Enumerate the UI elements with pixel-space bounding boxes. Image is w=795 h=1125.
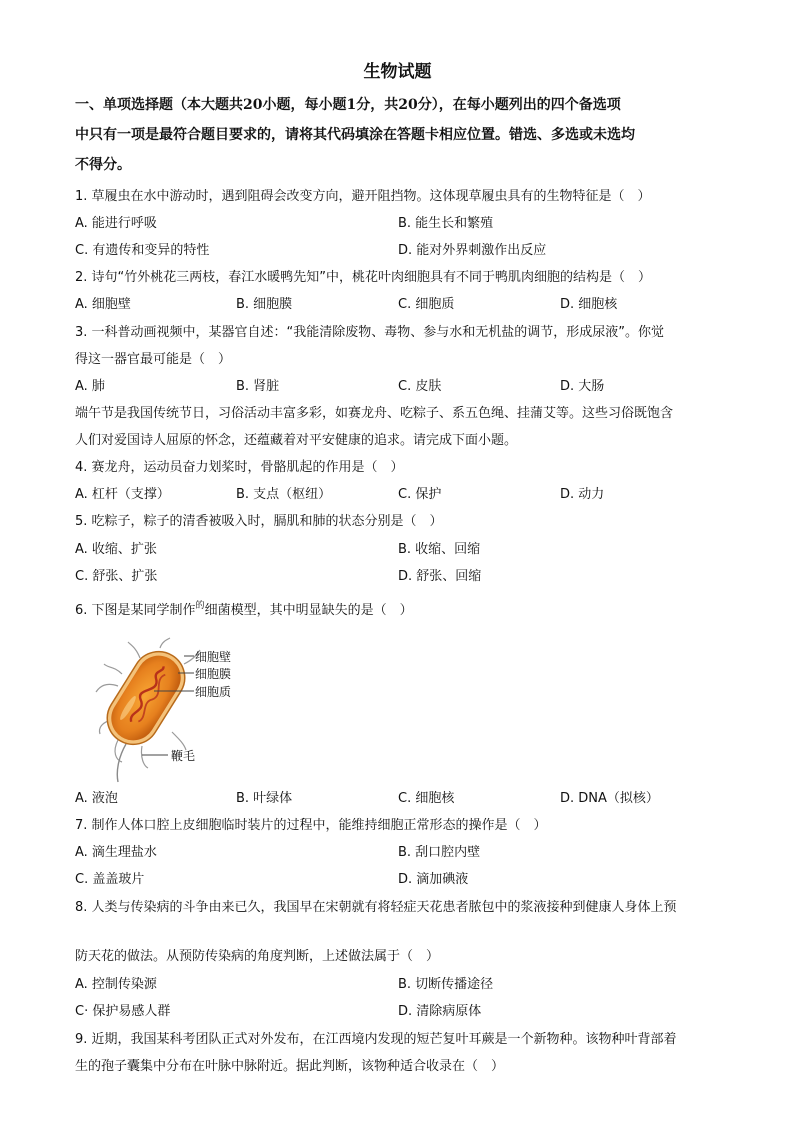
q4-option-d: D. 动力: [560, 487, 605, 502]
q1-option-b: B. 能生长和繁殖: [398, 216, 494, 231]
label-cytoplasm: 细胞质: [195, 685, 232, 699]
q5-option-a: A. 收缩、扩张: [75, 542, 157, 557]
q2-option-a: A. 细胞壁: [75, 297, 131, 312]
q2-option-b: B. 细胞膜: [236, 297, 293, 312]
label-flagellum: 鞭毛: [171, 749, 196, 763]
q6-option-d: D. DNA（拟核）: [560, 791, 659, 806]
label-cell-wall: 细胞壁: [195, 650, 232, 664]
q4-option-c: C. 保护: [398, 487, 442, 502]
q1-option-c: C. 有遗传和变异的特性: [75, 243, 210, 258]
section-heading-line-2: 中只有一项是最符合题目要求的，请将其代码填涂在答题卡相应位置。错选、多选或未选均: [75, 127, 635, 143]
q9-stem-line-1: 9. 近期，我国某科考团队正式对外发布，在江西境内发现的短芒复叶耳蕨是一个新物种。该物种叶背部着: [75, 1032, 677, 1047]
q6-stem: [75, 601, 413, 622]
q3-stem-line-2: 得这一器官最可能是（ ）: [75, 352, 232, 367]
q1-stem: 1. 草履虫在水中游动时，遇到阻碍会改变方向，避开阻挡物。这体现草履虫具有的生物特征是（ ）: [75, 189, 651, 204]
section-heading: [75, 90, 725, 180]
q8-option-b: B. 切断传播途径: [398, 977, 494, 992]
q5-option-d: D. 舒张、回缩: [398, 569, 482, 584]
q7-stem: 7. 制作人体口腔上皮细胞临时装片的过程中，能维持细胞正常形态的操作是（ ）: [75, 818, 547, 833]
q7-option-b: B. 刮口腔内壁: [398, 845, 481, 860]
q5-option-b: B. 收缩、回缩: [398, 542, 481, 557]
q3-stem-line-1: 3. 一科普动画视频中，某器官自述：“我能清除废物、毒物、参与水和无机盐的调节，形成尿液”。你觉: [75, 325, 665, 340]
q3-option-b: B. 肾脏: [236, 379, 280, 394]
q8-stem-line-1: 8. 人类与传染病的斗争由来已久，我国早在宋朝就有将轻症天花患者脓包中的浆液接种到健康人身体上预: [75, 900, 677, 915]
q4-stem: 4. 赛龙舟，运动员奋力划桨时，骨骼肌起的作用是（ ）: [75, 460, 404, 475]
q7-option-d: D. 滴加碘液: [398, 872, 469, 887]
q2-option-d: D. 细胞核: [560, 297, 618, 312]
q8-option-c: C· 保护易感人群: [75, 1004, 171, 1019]
label-cell-membrane: 细胞膜: [195, 667, 232, 681]
q6-stem-post: 细菌模型，其中明显缺失的是（ ）: [204, 603, 413, 618]
q2-stem: 2. 诗句“竹外桃花三两枝，春江水暖鸭先知”中，桃花叶肉细胞具有不同于鸭肌肉细胞的结构是（ ）: [75, 270, 652, 285]
q5-stem: 5. 吃粽子，粽子的清香被吸入时，膈肌和肺的状态分别是（ ）: [75, 514, 443, 529]
q6-option-c: C. 细胞核: [398, 791, 455, 806]
q5-option-c: C. 舒张、扩张: [75, 569, 158, 584]
q3-option-d: D. 大肠: [560, 379, 605, 394]
q6-stem-pre: 6. 下图是某同学制作: [75, 603, 196, 618]
passage-line-2: 人们对爱国诗人屈原的怀念，还蕴藏着对平安健康的追求。请完成下面小题。: [75, 433, 518, 448]
q6-stem-sup: 的: [195, 601, 205, 611]
q4-option-b: B. 支点（枢纽）: [236, 487, 332, 502]
q7-option-c: C. 盖盖玻片: [75, 872, 145, 887]
page-title: 生物试题: [363, 62, 432, 82]
bacteria-model-figure: [88, 636, 258, 784]
q2-option-c: C. 细胞质: [398, 297, 455, 312]
q7-option-a: A. 滴生理盐水: [75, 845, 157, 860]
q1-option-a: A. 能进行呼吸: [75, 216, 157, 231]
q9-stem-line-2: 生的孢子囊集中分布在叶脉中脉附近。据此判断，该物种适合收录在（ ）: [75, 1059, 505, 1074]
q6-option-b: B. 叶绿体: [236, 791, 293, 806]
q8-option-a: A. 控制传染源: [75, 977, 157, 992]
q3-option-a: A. 肺: [75, 379, 105, 394]
q4-option-a: A. 杠杆（支撑）: [75, 487, 170, 502]
q6-option-a: A. 液泡: [75, 791, 118, 806]
q8-option-d: D. 清除病原体: [398, 1004, 482, 1019]
q1-option-d: D. 能对外界刺激作出反应: [398, 243, 547, 258]
q8-stem-line-2: 防天花的做法。从预防传染病的角度判断，上述做法属于（ ）: [75, 949, 440, 964]
q3-option-c: C. 皮肤: [398, 379, 442, 394]
passage-line-1: 端午节是我国传统节日，习俗活动丰富多彩，如赛龙舟、吃粽子、系五色绳、挂蒲艾等。这些习俗既饱含: [75, 406, 674, 421]
section-heading-line-3: 不得分。: [75, 157, 131, 173]
section-heading-line-1: 一、单项选择题（本大题共20小题，每小题1分，共20分），在每小题列出的四个备选项: [75, 97, 621, 113]
